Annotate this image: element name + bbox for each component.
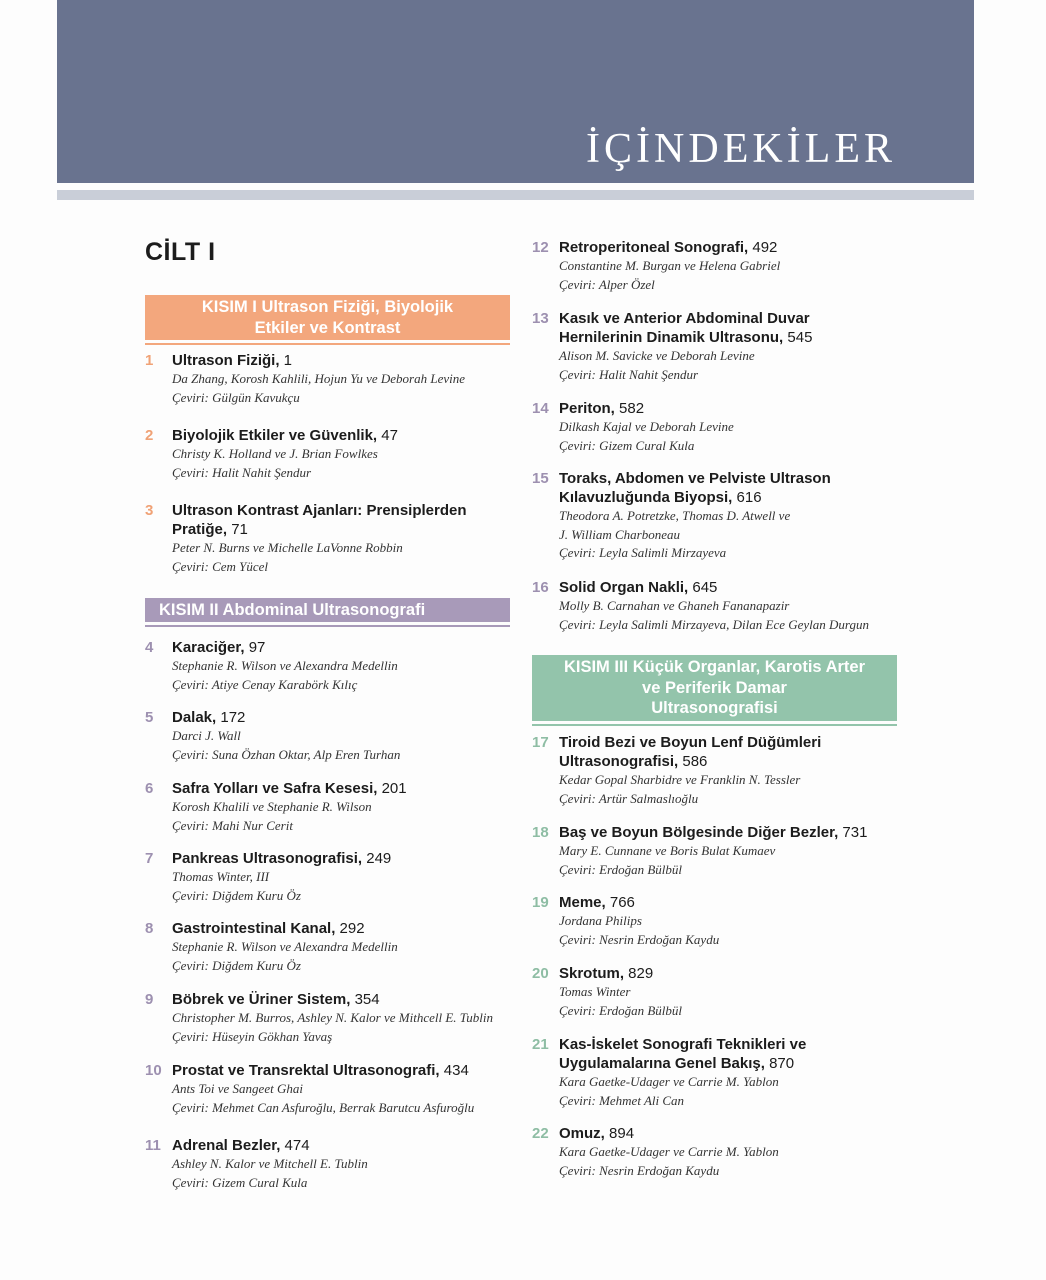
chapter-title: Retroperitoneal Sonografi, 492 [559,239,778,256]
chapter-number: 16 [532,579,549,596]
chapter-page: 201 [377,780,407,797]
chapter-number: 19 [532,894,549,911]
chapter-title: Ultrason Kontrast Ajanları: Prensiplerden Pratiğe, 71 [172,502,467,538]
part-heading-2 [145,598,510,622]
chapter-number: 21 [532,1036,549,1053]
chapter-authors: J. William Charboneau [559,526,680,542]
chapter-title: Tiroid Bezi ve Boyun Lenf Düğümleri Ultrasonografisi, 586 [559,734,822,770]
part-heading-line: KISIM I Ultrason Fiziği, Biyolojik [201,298,454,316]
chapter-authors: Ants Toi ve Sangeet Ghai [172,1081,303,1096]
toc-entry[interactable] [145,708,510,764]
chapter-translator: Çeviri: Atiye Cenay Karabörk Kılıç [172,676,358,692]
chapter-page: 47 [377,427,398,444]
chapter-authors: Molly B. Carnahan ve Ghaneh Fananapazir [559,598,790,613]
chapter-translator: Çeviri: Leyla Salimli Mirzayeva, Dilan Ece Geylan Durgun [559,616,870,632]
chapter-translator: Çeviri: Suna Özhan Oktar, Alp Eren Turhan [172,746,401,762]
toc-entry[interactable] [532,1035,897,1110]
chapter-page: 894 [604,1125,635,1142]
chapter-number: 8 [145,920,154,937]
chapter-authors: Constantine M. Burgan ve Helena Gabriel [559,258,781,273]
toc-entry[interactable] [532,733,897,808]
chapter-authors: Kara Gaetke-Udager ve Carrie M. Yablon [559,1074,779,1089]
chapter-title: Periton, 582 [559,400,645,417]
chapter-authors: Korosh Khalili ve Stephanie R. Wilson [172,799,372,814]
chapter-title: Gastrointestinal Kanal, 292 [172,920,365,937]
chapter-page: 582 [614,400,645,417]
chapter-authors: Christopher M. Burros, Ashley N. Kalor ve Mithcell E. Tublin [172,1010,494,1025]
toc-entry[interactable] [532,578,897,634]
chapter-authors: Dilkash Kajal ve Deborah Levine [559,419,734,434]
chapter-title: Skrotum, 829 [559,965,654,982]
chapter-page: 731 [838,824,868,841]
part-heading-1 [145,295,510,340]
part-heading-3 [532,655,897,721]
chapter-translator: Çeviri: Hüseyin Gökhan Yavaş [172,1028,333,1044]
toc-entry[interactable] [532,1124,897,1180]
chapter-page: 829 [624,965,654,982]
chapter-authors: Kedar Gopal Sharbidre ve Franklin N. Tessler [559,772,801,787]
chapter-page: 870 [764,1055,795,1072]
chapter-number: 17 [532,734,549,751]
chapter-number: 1 [145,352,154,369]
chapter-authors: Peter N. Burns ve Michelle LaVonne Robbin [172,540,403,555]
toc-entry[interactable] [145,1061,510,1117]
chapter-title: Biyolojik Etkiler ve Güvenlik, 47 [172,427,398,444]
chapter-translator: Çeviri: Halit Nahit Şendur [172,464,312,480]
chapter-page: 545 [783,329,813,346]
toc-entry[interactable] [145,849,510,905]
chapter-number: 20 [532,965,549,982]
chapter-number: 5 [145,709,154,726]
chapter-translator: Çeviri: Erdoğan Bülbül [559,1002,683,1018]
chapter-translator: Çeviri: Nesrin Erdoğan Kaydu [559,931,720,947]
chapter-title: Dalak, 172 [172,709,246,726]
chapter-number: 15 [532,470,549,487]
header-banner [57,0,974,183]
toc-entry[interactable] [532,469,897,563]
chapter-page: 616 [732,489,762,506]
chapter-authors: Thomas Winter, III [172,869,270,884]
chapter-translator: Çeviri: Gizem Cural Kula [559,437,695,453]
chapter-translator: Çeviri: Mehmet Ali Can [559,1092,685,1108]
chapter-title: Baş ve Boyun Bölgesinde Diğer Bezler, 731 [559,824,868,841]
chapter-title: Omuz, 894 [559,1125,635,1142]
chapter-authors: Ashley N. Kalor ve Mitchell E. Tublin [172,1156,368,1171]
chapter-page: 1 [279,352,293,369]
chapter-title: Ultrason Fiziği, 1 [172,352,293,369]
chapter-authors: Stephanie R. Wilson ve Alexandra Medellin [172,939,398,954]
header-rule [57,190,974,200]
chapter-number: 10 [145,1062,162,1079]
chapter-title: Kas-İskelet Sonografi Teknikleri ve Uygulamalarına Genel Bakış, 870 [559,1036,807,1072]
chapter-authors: Theodora A. Potretzke, Thomas D. Atwell ve [559,508,791,523]
toc-entry[interactable] [145,990,510,1046]
toc-entry[interactable] [532,823,897,879]
toc-entry[interactable] [145,351,510,407]
chapter-page: 354 [350,991,380,1008]
chapter-number: 2 [145,427,154,444]
chapter-number: 11 [145,1137,161,1154]
chapter-authors: Jordana Philips [559,913,642,928]
chapter-authors: Darci J. Wall [172,728,241,743]
chapter-translator: Çeviri: Leyla Salimli Mirzayeva [559,545,727,560]
part-heading-line: Ultrasonografisi [651,699,778,717]
chapter-title: Meme, 766 [559,894,635,911]
chapter-number: 22 [532,1125,549,1142]
part-heading-line: KISIM II Abdominal Ultrasonografi [159,601,426,619]
chapter-title: Pankreas Ultrasonografisi, 249 [172,850,392,867]
chapter-authors: Christy K. Holland ve J. Brian Fowlkes [172,446,378,461]
chapter-authors: Kara Gaetke-Udager ve Carrie M. Yablon [559,1144,779,1159]
chapter-number: 14 [532,400,549,417]
chapter-page: 71 [227,521,248,538]
volume-heading: CİLT I [145,238,216,266]
chapter-number: 12 [532,239,549,256]
chapter-page: 645 [688,579,718,596]
part-heading-line: KISIM III Küçük Organlar, Karotis Arter [563,658,866,676]
chapter-translator: Çeviri: Gülgün Kavukçu [172,389,300,405]
chapter-page: 474 [280,1137,310,1154]
chapter-translator: Çeviri: Halit Nahit Şendur [559,366,699,382]
chapter-number: 18 [532,824,549,841]
chapter-translator: Çeviri: Diğdem Kuru Öz [172,887,301,903]
chapter-translator: Çeviri: Alper Özel [559,276,655,292]
chapter-number: 3 [145,502,154,519]
chapter-translator: Çeviri: Mehmet Can Asfuroğlu, Berrak Barutcu Asfuroğlu [172,1099,475,1115]
toc-entry[interactable] [145,779,510,835]
chapter-number: 7 [145,850,154,867]
chapter-number: 13 [532,310,549,327]
toc-entry[interactable] [532,399,897,455]
chapter-page: 97 [244,639,266,656]
chapter-translator: Çeviri: Cem Yücel [172,558,269,574]
chapter-translator: Çeviri: Nesrin Erdoğan Kaydu [559,1162,720,1178]
toc-entry[interactable] [532,309,897,384]
chapter-title: Toraks, Abdomen ve Pelviste Ultrason Kılavuzluğunda Biyopsi, 616 [559,470,831,506]
chapter-translator: Çeviri: Diğdem Kuru Öz [172,957,301,973]
part-heading-line: Etkiler ve Kontrast [254,318,401,337]
toc-entry[interactable] [145,919,510,975]
chapter-page: 766 [605,894,635,911]
chapter-translator: Çeviri: Artür Salmaslıoğlu [559,790,699,806]
toc-entry[interactable] [145,638,510,694]
chapter-page: 292 [335,920,365,937]
chapter-authors: Tomas Winter [559,984,631,999]
chapter-title: Karaciğer, 97 [172,639,266,656]
chapter-number: 9 [145,991,154,1008]
chapter-page: 434 [439,1062,469,1079]
chapter-page: 492 [748,239,778,256]
toc-entry[interactable] [532,238,897,294]
chapter-authors: Da Zhang, Korosh Kahlili, Hojun Yu ve Deborah Levine [172,371,465,386]
chapter-authors: Stephanie R. Wilson ve Alexandra Medellin [172,658,398,673]
chapter-number: 4 [145,639,154,656]
part-heading-line: ve Periferik Damar [642,678,787,697]
chapter-title: Safra Yolları ve Safra Kesesi, 201 [172,780,407,797]
chapter-authors: Mary E. Cunnane ve Boris Bulat Kumaev [559,843,776,858]
toc-entry[interactable] [145,426,510,482]
toc-entry[interactable] [532,964,897,1020]
chapter-translator: Çeviri: Mahi Nur Cerit [172,817,293,833]
chapter-number: 6 [145,780,154,797]
chapter-title: Solid Organ Nakli, 645 [559,579,718,596]
chapter-translator: Çeviri: Gizem Cural Kula [172,1174,308,1190]
chapter-page: 249 [362,850,392,867]
chapter-translator: Çeviri: Erdoğan Bülbül [559,861,683,877]
chapter-title: Adrenal Bezler, 474 [172,1137,310,1154]
chapter-title: Böbrek ve Üriner Sistem, 354 [172,991,380,1008]
toc-entry[interactable] [532,893,897,949]
page-title: İÇİNDEKİLER [586,126,896,172]
chapter-title: Prostat ve Transrektal Ultrasonografi, 434 [172,1062,469,1079]
toc-entry[interactable] [145,501,510,576]
chapter-title: Kasık ve Anterior Abdominal Duvar Hernilerinin Dinamik Ultrasonu, 545 [559,310,813,346]
chapter-authors: Alison M. Savicke ve Deborah Levine [559,348,755,363]
toc-entry[interactable] [145,1136,510,1192]
chapter-page: 586 [678,753,708,770]
chapter-page: 172 [216,709,246,726]
